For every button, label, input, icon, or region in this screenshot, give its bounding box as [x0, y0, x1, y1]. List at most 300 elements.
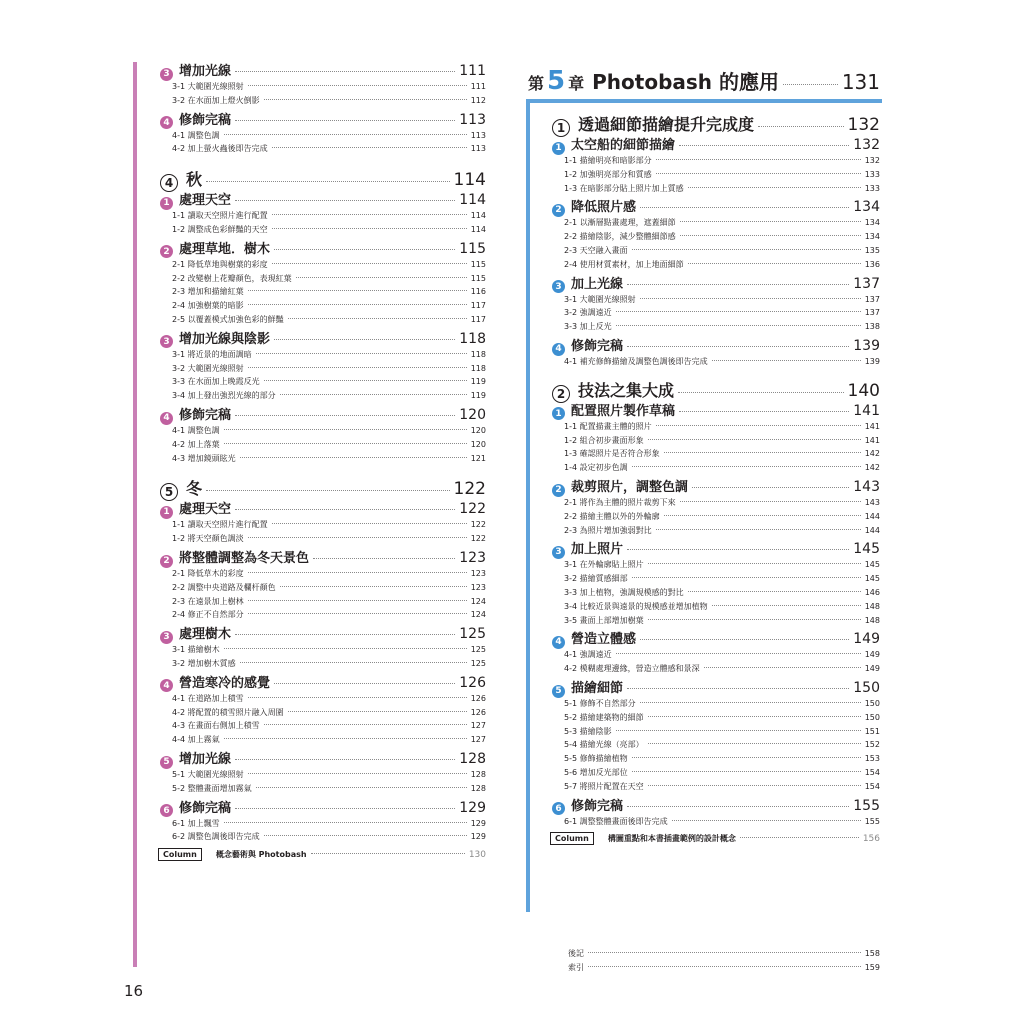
- subsection-entry[interactable]: [172, 425, 486, 439]
- dot-leader: [656, 159, 861, 160]
- dot-leader: [264, 724, 467, 725]
- dot-leader: [632, 771, 861, 772]
- dot-leader: [679, 145, 849, 146]
- section-number-circle: 4: [160, 412, 173, 425]
- part-number-circle: 1: [552, 119, 570, 137]
- part-heading[interactable]: [552, 112, 880, 136]
- subsection-title: 4-1 強調遠近: [564, 650, 612, 660]
- dot-leader: [627, 688, 849, 689]
- subsection-entry[interactable]: [172, 693, 486, 707]
- subsection-entry[interactable]: [172, 783, 486, 797]
- subsection-entry[interactable]: [564, 601, 880, 615]
- subsection-entry[interactable]: [564, 573, 880, 587]
- subsection-page: 125: [470, 659, 486, 668]
- section-number-circle: 2: [552, 484, 565, 497]
- dot-leader: [688, 591, 861, 592]
- subsection-entry[interactable]: [172, 439, 486, 453]
- dot-leader: [235, 415, 455, 416]
- section-heading[interactable]: [552, 476, 880, 496]
- dot-leader: [206, 490, 450, 491]
- dot-leader: [678, 392, 844, 393]
- part-page: 114: [453, 170, 486, 191]
- subsection-entry[interactable]: [564, 259, 880, 273]
- section-page: 123: [459, 550, 486, 566]
- subsection-page: 132: [864, 156, 880, 165]
- subsection-page: 125: [470, 645, 486, 655]
- right-column-bar: [526, 100, 530, 912]
- subsection-entry[interactable]: [172, 568, 486, 582]
- subsection-title: 3-2 描繪質感細部: [564, 574, 628, 584]
- subsection-page: 123: [470, 569, 486, 578]
- dot-leader: [740, 837, 859, 838]
- dot-leader: [224, 648, 467, 649]
- subsection-entry[interactable]: [564, 231, 880, 245]
- subsection-entry[interactable]: [172, 273, 486, 287]
- column-tag: Column: [158, 848, 202, 861]
- subsection-page: 154: [864, 781, 880, 791]
- section-heading[interactable]: [552, 400, 880, 420]
- subsection-page: 148: [864, 615, 880, 625]
- subsection-page: 149: [864, 650, 880, 660]
- dot-leader: [235, 200, 455, 201]
- section-page: 126: [459, 674, 486, 691]
- subsection-page: 115: [470, 259, 486, 269]
- section-page: 111: [459, 63, 486, 79]
- subsection-entry[interactable]: [172, 831, 486, 845]
- section-page: 141: [853, 402, 880, 419]
- subsection-title: 3-2 大範圍光線照射: [172, 363, 244, 373]
- subsection-title: 5-7 將照片配置在天空: [564, 781, 644, 791]
- dot-leader: [256, 353, 467, 354]
- subsection-page: 142: [864, 449, 880, 459]
- part-heading[interactable]: [160, 476, 486, 500]
- section-heading[interactable]: [552, 677, 880, 697]
- section-title: 增加光線與陰影: [179, 331, 271, 347]
- back-matter-entry[interactable]: [568, 962, 880, 976]
- subsection-entry[interactable]: [564, 816, 880, 830]
- section-number-circle: 3: [160, 335, 173, 348]
- dot-leader: [280, 586, 467, 587]
- subsection-entry[interactable]: [564, 183, 880, 197]
- section-heading[interactable]: [160, 189, 486, 209]
- section-heading[interactable]: [160, 60, 486, 80]
- subsection-title: 2-2 改變樹上花瓣顏色，表現紅葉: [172, 273, 292, 283]
- subsection-entry[interactable]: [564, 511, 880, 525]
- section-heading[interactable]: [160, 404, 486, 424]
- dot-leader: [274, 339, 455, 340]
- subsection-entry[interactable]: [172, 130, 486, 144]
- subsection-entry[interactable]: [172, 376, 486, 390]
- subsection-entry[interactable]: [172, 210, 486, 224]
- subsection-entry[interactable]: [564, 462, 880, 476]
- section-heading[interactable]: [160, 238, 486, 258]
- subsection-entry[interactable]: [172, 519, 486, 533]
- subsection-page: 121: [470, 453, 486, 463]
- subsection-entry[interactable]: [172, 658, 486, 672]
- section-page: 120: [459, 407, 486, 423]
- dot-leader: [632, 577, 861, 578]
- subsection-entry[interactable]: [172, 533, 486, 547]
- part-title: 透過細節描繪提升完成度: [578, 115, 755, 134]
- subsection-page: 117: [470, 301, 486, 311]
- column-entry[interactable]: [550, 832, 880, 845]
- dot-leader: [206, 181, 450, 182]
- subsection-page: 146: [864, 588, 880, 597]
- subsection-title: 1-2 組合初步畫面形象: [564, 435, 644, 445]
- dot-leader: [758, 126, 844, 127]
- subsection-entry[interactable]: [172, 349, 486, 363]
- part-heading[interactable]: [160, 167, 486, 191]
- section-heading[interactable]: [552, 196, 880, 216]
- dot-leader: [588, 952, 861, 953]
- column-tag: Column: [550, 832, 594, 845]
- section-number-circle: 1: [160, 197, 173, 210]
- section-heading[interactable]: [552, 795, 880, 815]
- section-heading[interactable]: [160, 109, 486, 129]
- dot-leader: [664, 452, 861, 453]
- dot-leader: [632, 249, 861, 250]
- dot-leader: [272, 523, 467, 524]
- subsection-page: 128: [470, 770, 486, 779]
- section-title: 修飾完稿: [571, 339, 624, 354]
- dot-leader: [648, 439, 861, 440]
- subsection-entry[interactable]: [564, 753, 880, 767]
- section-title: 裁剪照片，調整色調: [571, 480, 689, 495]
- subsection-page: 141: [864, 435, 880, 445]
- subsection-title: 4-4 加上霧氣: [172, 735, 220, 745]
- subsection-entry[interactable]: [564, 698, 880, 712]
- subsection-title: 1-1 配置描畫主體的照片: [564, 421, 652, 431]
- subsection-page: 153: [864, 754, 880, 764]
- subsection-entry[interactable]: [564, 587, 880, 601]
- subsection-page: 154: [864, 768, 880, 777]
- subsection-entry[interactable]: [564, 767, 880, 781]
- section-heading[interactable]: [552, 538, 880, 558]
- subsection-entry[interactable]: [172, 259, 486, 273]
- subsection-title: 5-2 描繪建築物的細節: [564, 712, 644, 722]
- section-title: 將整體調整為冬天景色: [179, 551, 310, 566]
- subsection-title: 3-3 加上反光: [564, 322, 612, 332]
- chapter-rule: [526, 99, 882, 103]
- subsection-entry[interactable]: [564, 321, 880, 335]
- subsection-page: 128: [470, 783, 486, 793]
- subsection-entry[interactable]: [172, 390, 486, 404]
- subsection-page: 129: [470, 832, 486, 842]
- section-title: 加上光線: [571, 276, 624, 292]
- dot-leader: [248, 537, 467, 538]
- part-title: 技法之集大成: [578, 380, 675, 400]
- section-title: 處理天空: [179, 193, 232, 209]
- section-title: 修飾完稿: [571, 798, 624, 814]
- dot-leader: [627, 346, 849, 347]
- dot-leader: [783, 84, 838, 85]
- section-title: 降低照片感: [571, 200, 637, 216]
- dot-leader: [224, 822, 467, 823]
- dot-leader: [296, 277, 467, 278]
- section-number-circle: 3: [160, 68, 173, 81]
- section-title: 配置照片製作草稿: [571, 403, 676, 419]
- subsection-title: 3-5 畫面上部增加樹葉: [564, 615, 644, 625]
- subsection-page: 155: [864, 816, 880, 826]
- subsection-entry[interactable]: [564, 448, 880, 462]
- subsection-page: 133: [864, 169, 880, 179]
- subsection-page: 138: [864, 322, 880, 332]
- subsection-entry[interactable]: [172, 582, 486, 596]
- subsection-title: 4-3 在畫面右側加上積雪: [172, 721, 260, 731]
- subsection-title: 5-4 描繪光線（亮部）: [564, 740, 644, 750]
- chapter-number: 5: [547, 66, 566, 96]
- section-heading[interactable]: [552, 134, 880, 154]
- subsection-entry[interactable]: [172, 81, 486, 95]
- subsection-entry[interactable]: [172, 818, 486, 832]
- dot-leader: [288, 711, 467, 712]
- part-number-circle: 2: [552, 385, 570, 403]
- subsection-title: 2-3 為照片增加強弱對比: [564, 525, 652, 535]
- section-page: 122: [459, 501, 486, 518]
- subsection-title: 2-3 天空融入畫面: [564, 246, 628, 255]
- subsection-title: 6-2 調整色調後即告完成: [172, 832, 260, 842]
- dot-leader: [692, 487, 849, 488]
- subsection-entry[interactable]: [564, 712, 880, 726]
- subsection-title: 1-2 調整成色彩鮮豔的天空: [172, 225, 268, 234]
- part-heading[interactable]: [552, 378, 880, 402]
- subsection-title: 1-2 將天空顏色調淡: [172, 534, 244, 544]
- section-heading[interactable]: [160, 748, 486, 768]
- section-heading[interactable]: [160, 623, 486, 643]
- section-title: 營造立體感: [571, 632, 637, 648]
- dot-leader: [313, 558, 455, 559]
- dot-leader: [640, 207, 849, 208]
- subsection-entry[interactable]: [172, 95, 486, 109]
- subsection-entry[interactable]: [172, 314, 486, 328]
- subsection-title: 4-2 加上落葉: [172, 439, 220, 449]
- dot-leader: [272, 228, 467, 229]
- section-heading[interactable]: [160, 672, 486, 692]
- section-page: 115: [459, 240, 486, 257]
- subsection-page: 133: [864, 183, 880, 193]
- subsection-entry[interactable]: [172, 609, 486, 623]
- subsection-page: 152: [864, 740, 880, 750]
- subsection-title: 4-2 模糊處理邊緣，營造立體感和景深: [564, 664, 700, 674]
- subsection-title: 2-1 將作為主體的照片裁剪下來: [564, 498, 676, 507]
- subsection-title: 1-3 確認照片是否符合形象: [564, 449, 660, 459]
- subsection-page: 137: [864, 308, 880, 318]
- subsection-page: 118: [470, 363, 486, 373]
- column-title: 構圖重點和本書插畫範例的設計概念: [607, 834, 736, 844]
- subsection-entry[interactable]: [172, 300, 486, 314]
- section-page: 125: [459, 626, 486, 643]
- subsection-entry[interactable]: [564, 497, 880, 511]
- subsection-entry[interactable]: [564, 559, 880, 573]
- column-entry[interactable]: [158, 848, 486, 861]
- subsection-title: 2-4 加強樹葉的暗影: [172, 301, 244, 311]
- subsection-page: 143: [864, 498, 880, 507]
- subsection-entry[interactable]: [564, 217, 880, 231]
- subsection-entry[interactable]: [564, 781, 880, 795]
- subsection-page: 129: [470, 818, 486, 828]
- dot-leader: [240, 457, 467, 458]
- subsection-title: 2-4 使用材質素材，加上地面細節: [564, 259, 684, 269]
- subsection-page: 116: [470, 287, 486, 297]
- subsection-entry[interactable]: [564, 525, 880, 539]
- subsection-entry[interactable]: [172, 453, 486, 467]
- dot-leader: [248, 290, 467, 291]
- subsection-entry[interactable]: [172, 720, 486, 734]
- section-heading[interactable]: [552, 273, 880, 293]
- subsection-page: 134: [864, 232, 880, 242]
- dot-leader: [248, 304, 467, 305]
- dot-leader: [274, 683, 455, 684]
- subsection-title: 2-5 以覆蓋模式加強色彩的鮮豔: [172, 315, 284, 324]
- dot-leader: [679, 411, 849, 412]
- subsection-entry[interactable]: [564, 739, 880, 753]
- dot-leader: [688, 187, 861, 188]
- subsection-page: 126: [470, 707, 486, 717]
- subsection-title: 6-1 調整整體畫面後即告完成: [564, 816, 668, 826]
- subsection-title: 3-3 在水面加上晚霞反光: [172, 377, 260, 387]
- subsection-page: 144: [864, 525, 880, 535]
- subsection-entry[interactable]: [564, 435, 880, 449]
- back-matter-entry[interactable]: [568, 948, 880, 962]
- dot-leader: [648, 619, 861, 620]
- dot-leader: [648, 743, 861, 744]
- subsection-page: 119: [470, 377, 486, 387]
- section-heading[interactable]: [160, 328, 486, 348]
- subsection-page: 122: [470, 520, 486, 530]
- subsection-title: 2-2 描繪主體以外的外輪廓: [564, 511, 660, 521]
- section-title: 增加光線: [179, 752, 232, 767]
- subsection-title: 4-2 加上螢火蟲後即告完成: [172, 144, 268, 154]
- dot-leader: [240, 662, 467, 663]
- section-title: 修飾完稿: [179, 408, 232, 423]
- dot-leader: [248, 613, 467, 614]
- dot-leader: [616, 730, 861, 731]
- subsection-page: 127: [470, 735, 486, 745]
- subsection-entry[interactable]: [172, 143, 486, 157]
- subsection-title: 3-1 將近景的地面調暗: [172, 349, 252, 359]
- subsection-entry[interactable]: [564, 155, 880, 169]
- subsection-entry[interactable]: [564, 663, 880, 677]
- section-number-circle: 1: [552, 142, 565, 155]
- section-heading[interactable]: [160, 547, 486, 567]
- page-number: 16: [124, 982, 144, 1000]
- dot-leader: [256, 787, 467, 788]
- section-heading[interactable]: [160, 498, 486, 518]
- subsection-entry[interactable]: [172, 596, 486, 610]
- section-title: 處理樹木: [179, 627, 232, 643]
- subsection-page: 115: [470, 273, 486, 283]
- subsection-page: 119: [470, 391, 486, 401]
- left-column-bar: [133, 62, 137, 967]
- section-number-circle: 3: [160, 631, 173, 644]
- subsection-page: 136: [864, 259, 880, 269]
- subsection-page: 142: [864, 463, 880, 473]
- subsection-title: 1-1 讀取天空照片進行配置: [172, 520, 268, 530]
- subsection-page: 124: [470, 610, 486, 620]
- section-page: 143: [853, 479, 880, 495]
- subsection-page: 126: [470, 693, 486, 703]
- dot-leader: [248, 773, 467, 774]
- section-heading[interactable]: [552, 628, 880, 648]
- subsection-entry[interactable]: [172, 224, 486, 238]
- subsection-entry[interactable]: [564, 421, 880, 435]
- subsection-page: 145: [864, 560, 880, 570]
- dot-leader: [616, 325, 861, 326]
- subsection-entry[interactable]: [172, 286, 486, 300]
- subsection-page: 149: [864, 664, 880, 674]
- subsection-entry[interactable]: [172, 644, 486, 658]
- subsection-entry[interactable]: [564, 649, 880, 663]
- subsection-entry[interactable]: [564, 356, 880, 370]
- subsection-title: 3-1 在外輪廓貼上照片: [564, 560, 644, 570]
- dot-leader: [264, 835, 467, 836]
- subsection-entry[interactable]: [172, 734, 486, 748]
- subsection-entry[interactable]: [564, 615, 880, 629]
- subsection-entry[interactable]: [172, 769, 486, 783]
- part-number-circle: 5: [160, 483, 178, 501]
- subsection-page: 124: [470, 596, 486, 606]
- dot-leader: [688, 263, 861, 264]
- subsection-page: 120: [470, 439, 486, 449]
- subsection-page: 123: [470, 582, 486, 592]
- subsection-title: 1-4 設定初步色調: [564, 463, 628, 473]
- part-page: 140: [847, 380, 880, 401]
- part-title: 冬: [186, 479, 203, 499]
- subsection-entry[interactable]: [564, 294, 880, 308]
- subsection-page: 141: [864, 421, 880, 431]
- subsection-title: 6-1 加上飄雪: [172, 818, 220, 828]
- subsection-title: 5-3 描繪陰影: [564, 726, 612, 736]
- section-title: 處理草地．樹木: [179, 241, 271, 257]
- section-page: 137: [853, 275, 880, 292]
- subsection-entry[interactable]: [172, 363, 486, 377]
- subsection-entry[interactable]: [564, 169, 880, 183]
- dot-leader: [712, 360, 861, 361]
- subsection-page: 135: [864, 246, 880, 255]
- back-matter-page: 159: [864, 963, 880, 972]
- section-title: 增加光線: [179, 64, 232, 79]
- dot-leader: [640, 298, 861, 299]
- dot-leader: [648, 716, 861, 717]
- subsection-title: 3-4 比較近景與遠景的規模感並增加植物: [564, 601, 708, 611]
- section-number-circle: 4: [552, 636, 565, 649]
- dot-leader: [311, 853, 465, 854]
- subsection-page: 145: [864, 574, 880, 584]
- dot-leader: [280, 394, 467, 395]
- dot-leader: [235, 120, 455, 121]
- subsection-entry[interactable]: [172, 707, 486, 721]
- dot-leader: [616, 653, 861, 654]
- subsection-title: 2-1 以漸層點畫處理，遮蓋細節: [564, 218, 676, 228]
- chapter-prefix: 第: [528, 74, 545, 93]
- subsection-entry[interactable]: [564, 245, 880, 259]
- section-heading[interactable]: [552, 335, 880, 355]
- dot-leader: [248, 600, 467, 601]
- section-heading[interactable]: [160, 797, 486, 817]
- back-matter-title: 索引: [568, 963, 584, 972]
- subsection-entry[interactable]: [564, 307, 880, 321]
- subsection-title: 2-1 降低草地與樹葉的彩度: [172, 259, 268, 269]
- chapter-heading[interactable]: [528, 66, 880, 96]
- subsection-entry[interactable]: [564, 726, 880, 740]
- dot-leader: [248, 697, 467, 698]
- subsection-title: 2-4 修正不自然部分: [172, 610, 244, 620]
- section-page: 139: [853, 338, 880, 354]
- section-number-circle: 6: [552, 802, 565, 815]
- section-number-circle: 5: [160, 756, 173, 769]
- dot-leader: [640, 639, 849, 640]
- subsection-page: 111: [470, 82, 486, 91]
